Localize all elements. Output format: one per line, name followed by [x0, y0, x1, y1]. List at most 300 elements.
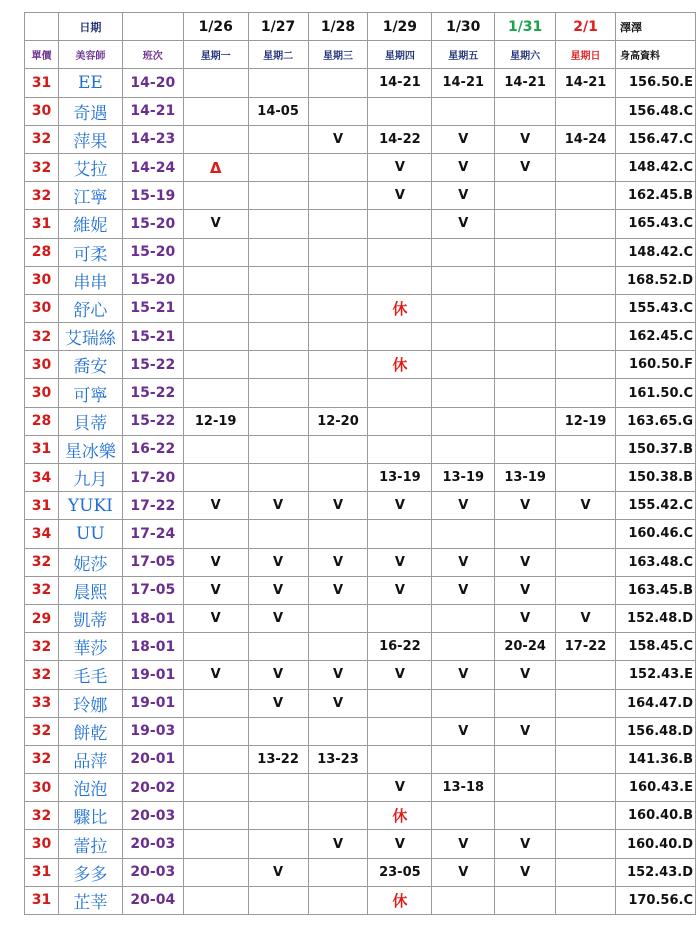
shift-cell: 15-22 — [122, 379, 183, 407]
blank-header-cell — [122, 13, 183, 41]
day-cell — [432, 379, 495, 407]
price-cell: 31 — [25, 435, 59, 463]
day-cell — [432, 802, 495, 830]
day-cell: 14-21 — [368, 69, 432, 97]
day-cell — [183, 886, 248, 914]
day-cell — [308, 238, 368, 266]
day-cell: 休 — [368, 351, 432, 379]
price-cell: 31 — [25, 69, 59, 97]
shift-cell: 19-01 — [122, 689, 183, 717]
stylist-name: 九月 — [58, 464, 122, 492]
day-cell — [248, 153, 308, 181]
day-cell — [368, 323, 432, 351]
day-cell: 13-22 — [248, 745, 308, 773]
day-cell — [308, 435, 368, 463]
day-cell: 14-22 — [368, 125, 432, 153]
shift-cell: 19-01 — [122, 661, 183, 689]
stylist-name: 奇遇 — [58, 97, 122, 125]
day-cell — [495, 323, 556, 351]
price-cell: 30 — [25, 266, 59, 294]
day-cell — [248, 210, 308, 238]
stats-cell: 160.40.D — [615, 830, 695, 858]
day-cell — [432, 689, 495, 717]
day-cell: V — [308, 125, 368, 153]
day-cell — [432, 351, 495, 379]
day-cell: V — [308, 548, 368, 576]
table-row — [25, 520, 696, 548]
day-cell — [248, 182, 308, 210]
stats-cell: 155.43.C — [615, 294, 695, 322]
day-cell — [432, 266, 495, 294]
shift-cell: 20-03 — [122, 830, 183, 858]
day-cell: V — [248, 492, 308, 520]
table-row — [25, 774, 696, 802]
day-cell — [183, 830, 248, 858]
stylist-name: EE — [58, 69, 122, 97]
stylist-column-header: 美容師 — [58, 41, 122, 69]
day-cell — [368, 604, 432, 632]
day-cell: V — [368, 548, 432, 576]
table-row — [25, 604, 696, 632]
corner-cell — [25, 13, 59, 41]
stylist-name: 餅乾 — [58, 717, 122, 745]
stylist-name: 江寧 — [58, 182, 122, 210]
day-cell — [248, 351, 308, 379]
stats-cell: 160.50.F — [615, 351, 695, 379]
day-cell — [432, 435, 495, 463]
day-cell: V — [248, 576, 308, 604]
day-cell: V — [183, 210, 248, 238]
day-cell — [495, 435, 556, 463]
day-cell — [556, 774, 616, 802]
day-cell — [495, 266, 556, 294]
day-cell: 14-21 — [432, 69, 495, 97]
day-cell — [183, 238, 248, 266]
stats-cell: 158.45.C — [615, 633, 695, 661]
stats-cell: 162.45.B — [615, 182, 695, 210]
stylist-name: 貝蒂 — [58, 407, 122, 435]
table-row — [25, 576, 696, 604]
stylist-name: 芷莘 — [58, 886, 122, 914]
table-row — [25, 548, 696, 576]
day-cell: V — [368, 576, 432, 604]
store-name: 澤澤 — [615, 13, 695, 41]
day-cell — [248, 520, 308, 548]
price-cell: 31 — [25, 210, 59, 238]
shift-column-header: 班次 — [122, 41, 183, 69]
day-cell: V — [248, 661, 308, 689]
day-cell: V — [183, 661, 248, 689]
table-row — [25, 97, 696, 125]
stylist-name: 晨熙 — [58, 576, 122, 604]
stylist-name: 泡泡 — [58, 774, 122, 802]
price-cell: 32 — [25, 125, 59, 153]
day-cell — [308, 266, 368, 294]
day-cell — [432, 294, 495, 322]
day-cell: V — [495, 492, 556, 520]
table-row — [25, 407, 696, 435]
table-row — [25, 661, 696, 689]
shift-cell: 17-05 — [122, 576, 183, 604]
stats-cell: 165.43.C — [615, 210, 695, 238]
day-cell: V — [495, 661, 556, 689]
weekday-header: 星期二 — [248, 41, 308, 69]
day-cell: 13-19 — [432, 464, 495, 492]
shift-cell: 15-19 — [122, 182, 183, 210]
day-cell — [248, 323, 308, 351]
day-cell — [556, 858, 616, 886]
day-cell: V — [248, 604, 308, 632]
day-cell — [556, 238, 616, 266]
stylist-name: 華莎 — [58, 633, 122, 661]
table-row — [25, 886, 696, 914]
weekday-header: 星期三 — [308, 41, 368, 69]
price-cell: 31 — [25, 492, 59, 520]
shift-cell: 15-22 — [122, 351, 183, 379]
day-cell: V — [308, 576, 368, 604]
day-cell — [248, 125, 308, 153]
shift-cell: 14-24 — [122, 153, 183, 181]
day-cell: 休 — [368, 802, 432, 830]
day-cell: 14-21 — [495, 69, 556, 97]
day-cell — [556, 689, 616, 717]
day-cell: V — [495, 717, 556, 745]
shift-cell: 19-03 — [122, 717, 183, 745]
day-cell — [183, 69, 248, 97]
price-cell: 30 — [25, 830, 59, 858]
price-cell: 34 — [25, 520, 59, 548]
day-cell: 17-22 — [556, 633, 616, 661]
stats-cell: 152.48.D — [615, 604, 695, 632]
day-cell — [183, 379, 248, 407]
price-cell: 34 — [25, 464, 59, 492]
day-cell: 12-19 — [556, 407, 616, 435]
header-row-columns — [25, 41, 696, 69]
day-cell: V — [308, 661, 368, 689]
table-row — [25, 435, 696, 463]
day-cell — [308, 464, 368, 492]
day-cell — [495, 97, 556, 125]
day-cell: V — [368, 182, 432, 210]
stats-cell: 152.43.D — [615, 858, 695, 886]
day-cell — [183, 858, 248, 886]
day-cell — [556, 717, 616, 745]
day-cell — [308, 802, 368, 830]
stats-cell: 148.42.C — [615, 153, 695, 181]
day-cell: V — [432, 830, 495, 858]
day-cell — [308, 858, 368, 886]
day-cell — [556, 802, 616, 830]
day-cell: 20-24 — [495, 633, 556, 661]
day-cell: V — [495, 604, 556, 632]
day-cell — [248, 407, 308, 435]
day-cell: V — [495, 830, 556, 858]
day-cell — [556, 266, 616, 294]
shift-cell: 18-01 — [122, 604, 183, 632]
day-cell — [308, 379, 368, 407]
day-cell — [556, 830, 616, 858]
day-cell — [495, 379, 556, 407]
stats-cell: 164.47.D — [615, 689, 695, 717]
day-cell — [248, 717, 308, 745]
stats-cell: 160.40.B — [615, 802, 695, 830]
table-row — [25, 802, 696, 830]
stats-column-header: 身高資料 — [615, 41, 695, 69]
price-cell: 32 — [25, 661, 59, 689]
price-cell: 31 — [25, 858, 59, 886]
table-row — [25, 69, 696, 97]
day-cell — [368, 407, 432, 435]
day-cell: V — [432, 210, 495, 238]
stats-cell: 156.48.C — [615, 97, 695, 125]
day-cell — [368, 266, 432, 294]
day-cell: V — [432, 492, 495, 520]
price-column-header: 單價 — [25, 41, 59, 69]
price-cell: 32 — [25, 745, 59, 773]
day-cell — [495, 407, 556, 435]
day-cell: V — [248, 689, 308, 717]
day-cell: V — [368, 774, 432, 802]
day-cell: V — [432, 153, 495, 181]
shift-cell: 17-22 — [122, 492, 183, 520]
day-cell — [368, 717, 432, 745]
day-cell: V — [495, 153, 556, 181]
day-cell — [368, 97, 432, 125]
stylist-name: 串串 — [58, 266, 122, 294]
day-cell — [183, 125, 248, 153]
shift-cell: 15-22 — [122, 407, 183, 435]
stats-cell: 156.47.C — [615, 125, 695, 153]
day-cell — [183, 323, 248, 351]
day-cell — [183, 689, 248, 717]
day-cell: V — [432, 717, 495, 745]
stylist-name: 品萍 — [58, 745, 122, 773]
stylist-name: 萍果 — [58, 125, 122, 153]
price-cell: 28 — [25, 238, 59, 266]
price-cell: 32 — [25, 633, 59, 661]
price-cell: 32 — [25, 182, 59, 210]
price-cell: 31 — [25, 886, 59, 914]
day-cell — [183, 97, 248, 125]
day-cell: 14-24 — [556, 125, 616, 153]
day-cell — [556, 153, 616, 181]
day-cell — [308, 294, 368, 322]
table-row — [25, 125, 696, 153]
day-cell: 12-19 — [183, 407, 248, 435]
day-cell — [248, 379, 308, 407]
shift-cell: 15-20 — [122, 266, 183, 294]
day-cell — [308, 633, 368, 661]
day-cell — [183, 435, 248, 463]
stats-cell: 161.50.C — [615, 379, 695, 407]
date-label: 日期 — [58, 13, 122, 41]
day-cell: V — [432, 661, 495, 689]
day-cell: V — [183, 576, 248, 604]
day-cell: V — [183, 548, 248, 576]
day-cell — [368, 520, 432, 548]
day-cell: 13-18 — [432, 774, 495, 802]
day-cell — [432, 323, 495, 351]
day-cell — [432, 407, 495, 435]
day-cell — [183, 802, 248, 830]
day-cell — [368, 689, 432, 717]
day-cell — [248, 464, 308, 492]
day-cell: V — [556, 604, 616, 632]
date-header: 1/30 — [432, 13, 495, 41]
stylist-name: 喬安 — [58, 351, 122, 379]
day-cell — [556, 886, 616, 914]
day-cell — [308, 153, 368, 181]
stylist-name: 驟比 — [58, 802, 122, 830]
table-row — [25, 745, 696, 773]
day-cell: V — [248, 858, 308, 886]
day-cell: V — [495, 125, 556, 153]
day-cell: 16-22 — [368, 633, 432, 661]
price-cell: 28 — [25, 407, 59, 435]
stats-cell: 148.42.C — [615, 238, 695, 266]
date-header: 1/31 — [495, 13, 556, 41]
day-cell: V — [495, 548, 556, 576]
table-row — [25, 464, 696, 492]
price-cell: 33 — [25, 689, 59, 717]
day-cell — [248, 830, 308, 858]
day-cell — [308, 69, 368, 97]
day-cell: Δ — [183, 153, 248, 181]
shift-cell: 14-20 — [122, 69, 183, 97]
day-cell: V — [556, 492, 616, 520]
day-cell — [368, 238, 432, 266]
stylist-name: 艾瑞絲 — [58, 323, 122, 351]
price-cell: 32 — [25, 802, 59, 830]
price-cell: 32 — [25, 576, 59, 604]
weekday-header: 星期四 — [368, 41, 432, 69]
day-cell — [308, 520, 368, 548]
shift-cell: 20-03 — [122, 858, 183, 886]
day-cell — [556, 351, 616, 379]
day-cell — [556, 548, 616, 576]
stylist-name: 可柔 — [58, 238, 122, 266]
stylist-name: 可寧 — [58, 379, 122, 407]
stats-cell: 170.56.C — [615, 886, 695, 914]
day-cell — [432, 238, 495, 266]
day-cell — [183, 464, 248, 492]
price-cell: 29 — [25, 604, 59, 632]
day-cell — [248, 886, 308, 914]
day-cell — [556, 435, 616, 463]
day-cell — [495, 210, 556, 238]
day-cell — [495, 520, 556, 548]
date-header: 1/26 — [183, 13, 248, 41]
shift-cell: 17-20 — [122, 464, 183, 492]
day-cell: V — [308, 689, 368, 717]
stylist-name: 艾拉 — [58, 153, 122, 181]
day-cell — [183, 745, 248, 773]
shift-cell: 20-03 — [122, 802, 183, 830]
table-row — [25, 689, 696, 717]
day-cell: V — [183, 604, 248, 632]
day-cell — [248, 69, 308, 97]
day-cell: V — [368, 830, 432, 858]
day-cell: V — [495, 576, 556, 604]
price-cell: 32 — [25, 548, 59, 576]
table-row — [25, 379, 696, 407]
stylist-name: 玲娜 — [58, 689, 122, 717]
day-cell: V — [183, 492, 248, 520]
date-header: 1/28 — [308, 13, 368, 41]
table-row — [25, 294, 696, 322]
stylist-name: 舒心 — [58, 294, 122, 322]
stylist-name: 妮莎 — [58, 548, 122, 576]
day-cell — [556, 294, 616, 322]
stats-cell: 150.37.B — [615, 435, 695, 463]
stylist-name: UU — [58, 520, 122, 548]
day-cell: V — [308, 830, 368, 858]
day-cell — [556, 661, 616, 689]
day-cell — [248, 294, 308, 322]
day-cell — [495, 351, 556, 379]
day-cell — [556, 379, 616, 407]
day-cell — [432, 886, 495, 914]
day-cell — [495, 689, 556, 717]
table-row — [25, 351, 696, 379]
day-cell — [556, 210, 616, 238]
shift-cell: 16-22 — [122, 435, 183, 463]
day-cell — [556, 323, 616, 351]
day-cell — [432, 520, 495, 548]
price-cell: 30 — [25, 97, 59, 125]
stats-cell: 163.45.B — [615, 576, 695, 604]
day-cell — [432, 633, 495, 661]
stylist-name: 凱蒂 — [58, 604, 122, 632]
price-cell: 30 — [25, 379, 59, 407]
day-cell — [183, 633, 248, 661]
day-cell: V — [432, 858, 495, 886]
day-cell: V — [432, 548, 495, 576]
price-cell: 30 — [25, 351, 59, 379]
day-cell — [556, 745, 616, 773]
stats-cell: 160.46.C — [615, 520, 695, 548]
table-row — [25, 717, 696, 745]
schedule-table — [24, 12, 696, 915]
day-cell — [556, 182, 616, 210]
weekday-header: 星期五 — [432, 41, 495, 69]
day-cell: V — [308, 492, 368, 520]
day-cell — [308, 97, 368, 125]
stats-cell: 155.42.C — [615, 492, 695, 520]
stats-cell: 168.52.D — [615, 266, 695, 294]
stats-cell: 141.36.B — [615, 745, 695, 773]
day-cell — [556, 464, 616, 492]
day-cell — [183, 520, 248, 548]
day-cell: 休 — [368, 294, 432, 322]
day-cell — [183, 717, 248, 745]
day-cell: V — [432, 576, 495, 604]
day-cell: 13-19 — [368, 464, 432, 492]
price-cell: 32 — [25, 323, 59, 351]
table-row — [25, 830, 696, 858]
day-cell: V — [495, 858, 556, 886]
day-cell — [495, 182, 556, 210]
day-cell — [183, 182, 248, 210]
stats-cell: 160.43.E — [615, 774, 695, 802]
day-cell — [308, 604, 368, 632]
table-row — [25, 210, 696, 238]
day-cell — [495, 745, 556, 773]
day-cell: V — [368, 153, 432, 181]
table-row — [25, 492, 696, 520]
weekday-header: 星期日 — [556, 41, 616, 69]
day-cell: V — [368, 661, 432, 689]
